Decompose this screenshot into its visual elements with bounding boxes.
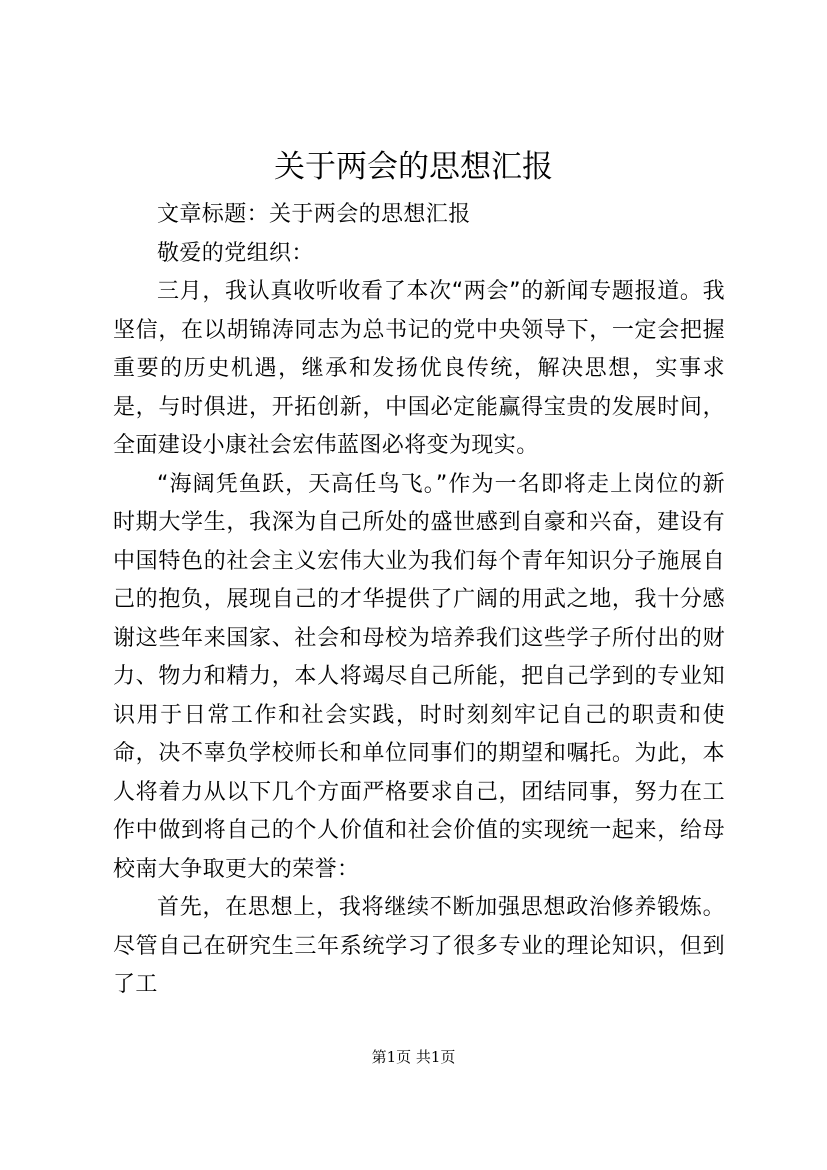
document-title: 关于两会的思想汇报 xyxy=(274,149,553,185)
page-footer: 第1页 共1页 xyxy=(371,1048,456,1066)
document-body xyxy=(113,196,725,1005)
paragraph-3: 首先，在思想上，我将继续不断加强思想政治修养锻炼。尽管自己在研究生三年系统学习了很多专业的理论知识，但到了工 xyxy=(113,895,725,997)
paragraph-1: 三月，我认真收听收看了本次“两会”的新闻专题报道。我坚信，在以胡锦涛同志为总书记的党中央领导下，一定会把握重要的历史机遇，继承和发扬优良传统，解决思想，实事求是，与时俱进，开拓创新，中国必定能赢得宝贵的发展时间，全面建设小康社会宏伟蓝图必将变为现实。 xyxy=(113,279,725,458)
paragraph-salutation: 敬爱的党组织： xyxy=(157,240,314,266)
paragraph-2: “海阔凭鱼跃，天高任鸟飞。”作为一名即将走上岗位的新时期大学生，我深为自己所处的盛世感到自豪和兴奋，建设有中国特色的社会主义宏伟大业为我们每个青年知识分子施展自己的抱负，展现自己的才华提供了广阔的用武之地，我十分感谢这些年来国家、社会和母校为培养我们这些学子所付出的财力、物力和精力，本人将竭尽自己所能，把自己学到的专业知识用于日常工作和社会实践，时时刻刻牢记自己的职责和使命，决不辜负学校师长和单位同事们的期望和嘱托。为此，本人将着力从以下几个方面严格要求自己，团结同事，努力在工作中做到将自己的个人价值和社会价值的实现统一起来，给母校南大争取更大的荣誉： xyxy=(113,471,725,882)
paragraph-article-title: 文章标题：关于两会的思想汇报 xyxy=(157,202,471,227)
